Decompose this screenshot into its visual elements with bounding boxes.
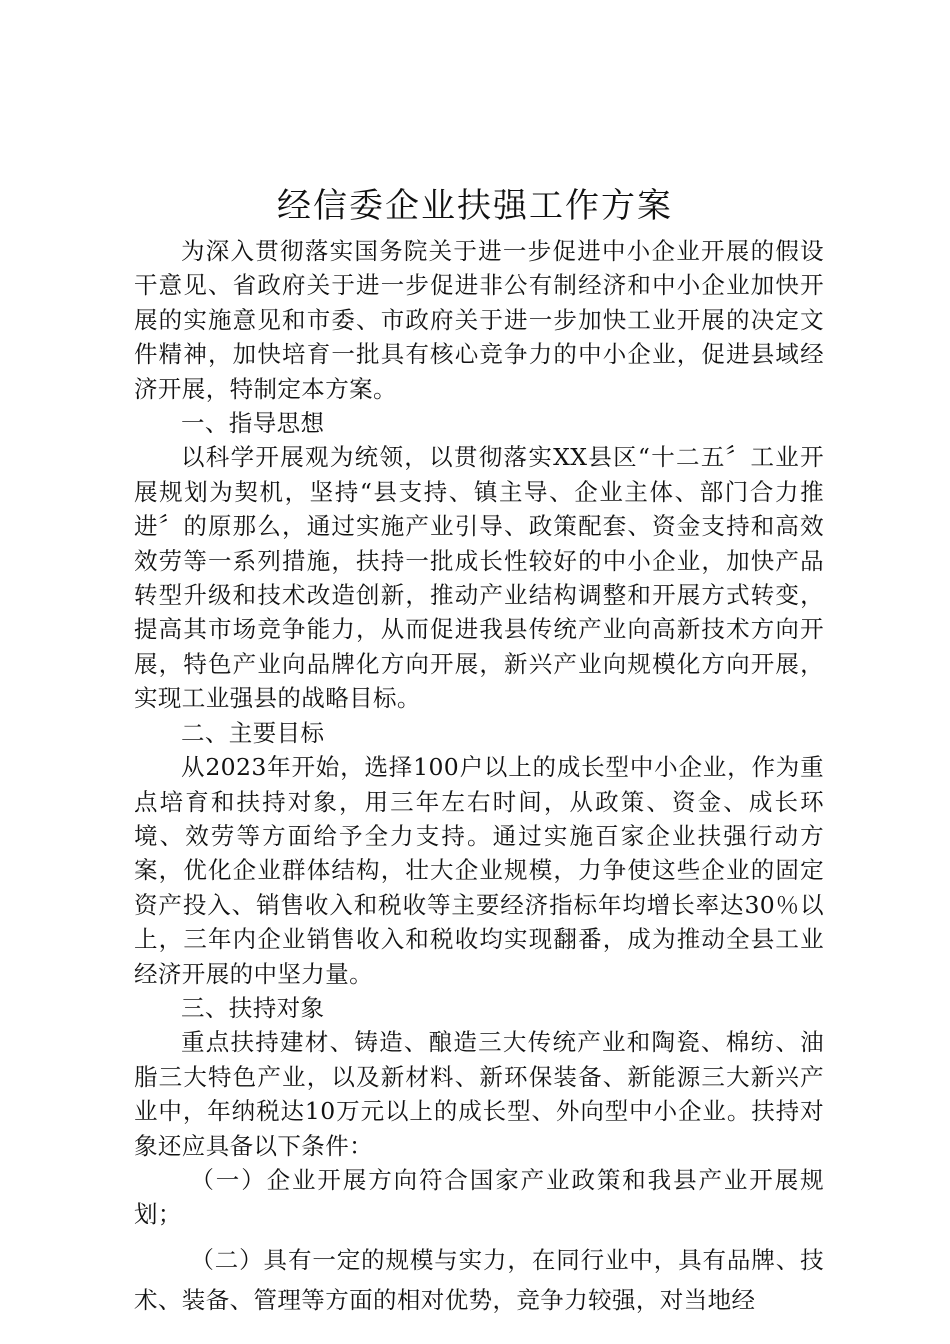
section-paragraph-support-targets: 重点扶持建材、铸造、酿造三大传统产业和陶瓷、棉纺、油脂三大特色产业，以及新材料、新环保装备、新能源三大新兴产业中，年纳税达10万元以上的成长型、外向型中小企业。扶持对象还应具备以下条件： [134, 1028, 824, 1160]
condition-item-1: （一）企业开展方向符合国家产业政策和我县产业开展规划； [134, 1165, 824, 1229]
section-paragraph-main-goals: 从2023年开始，选择100户以上的成长型中小企业，作为重点培育和扶持对象，用三年左右时间，从政策、资金、成长环境、效劳等方面给予全力支持。通过实施百家企业扶强行动方案，优化企业群体结构，壮大企业规模，力争使这些企业的固定资产投入、销售收入和税收等主要经济指标年均增长率达30％以上，三年内企业销售收入和税收均实现翻番，成为推动全县工业经济开展的中坚力量。 [134, 753, 824, 988]
section-heading-support-targets: 三、扶持对象 [181, 993, 325, 1022]
section-paragraph-guiding-ideology: 以科学开展观为统领，以贯彻落实XX县区“十二五〞工业开展规划为契机，坚持“县支持、镇主导、企业主体、部门合力推进〞的原那么，通过实施产业引导、政策配套、资金支持和高效效劳等一系列措施，扶持一批成长性较好的中小企业，加快产品转型升级和技术改造创新，推动产业结构调整和开展方式转变，提高其市场竞争能力，从而促进我县传统产业向高新技术方向开展，特色产业向品牌化方向开展，新兴产业向规模化方向开展，实现工业强县的战略目标。 [134, 443, 824, 713]
condition-item-2: （二）具有一定的规模与实力，在同行业中，具有品牌、技术、装备、管理等方面的相对优势，竞争力较强，对当地经 [134, 1245, 824, 1314]
document-body [134, 234, 824, 1320]
intro-paragraph: 为深入贯彻落实国务院关于进一步促进中小企业开展的假设干意见、省政府关于进一步促进非公有制经济和中小企业加快开展的实施意见和市委、市政府关于进一步加快工业开展的决定文件精神，加快培育一批具有核心竞争力的中小企业，促进县域经济开展，特制定本方案。 [134, 237, 824, 403]
section-heading-guiding-ideology: 一、指导思想 [181, 409, 325, 438]
section-heading-main-goals: 二、主要目标 [181, 718, 325, 747]
document-title: 经信委企业扶强工作方案 [277, 186, 673, 226]
